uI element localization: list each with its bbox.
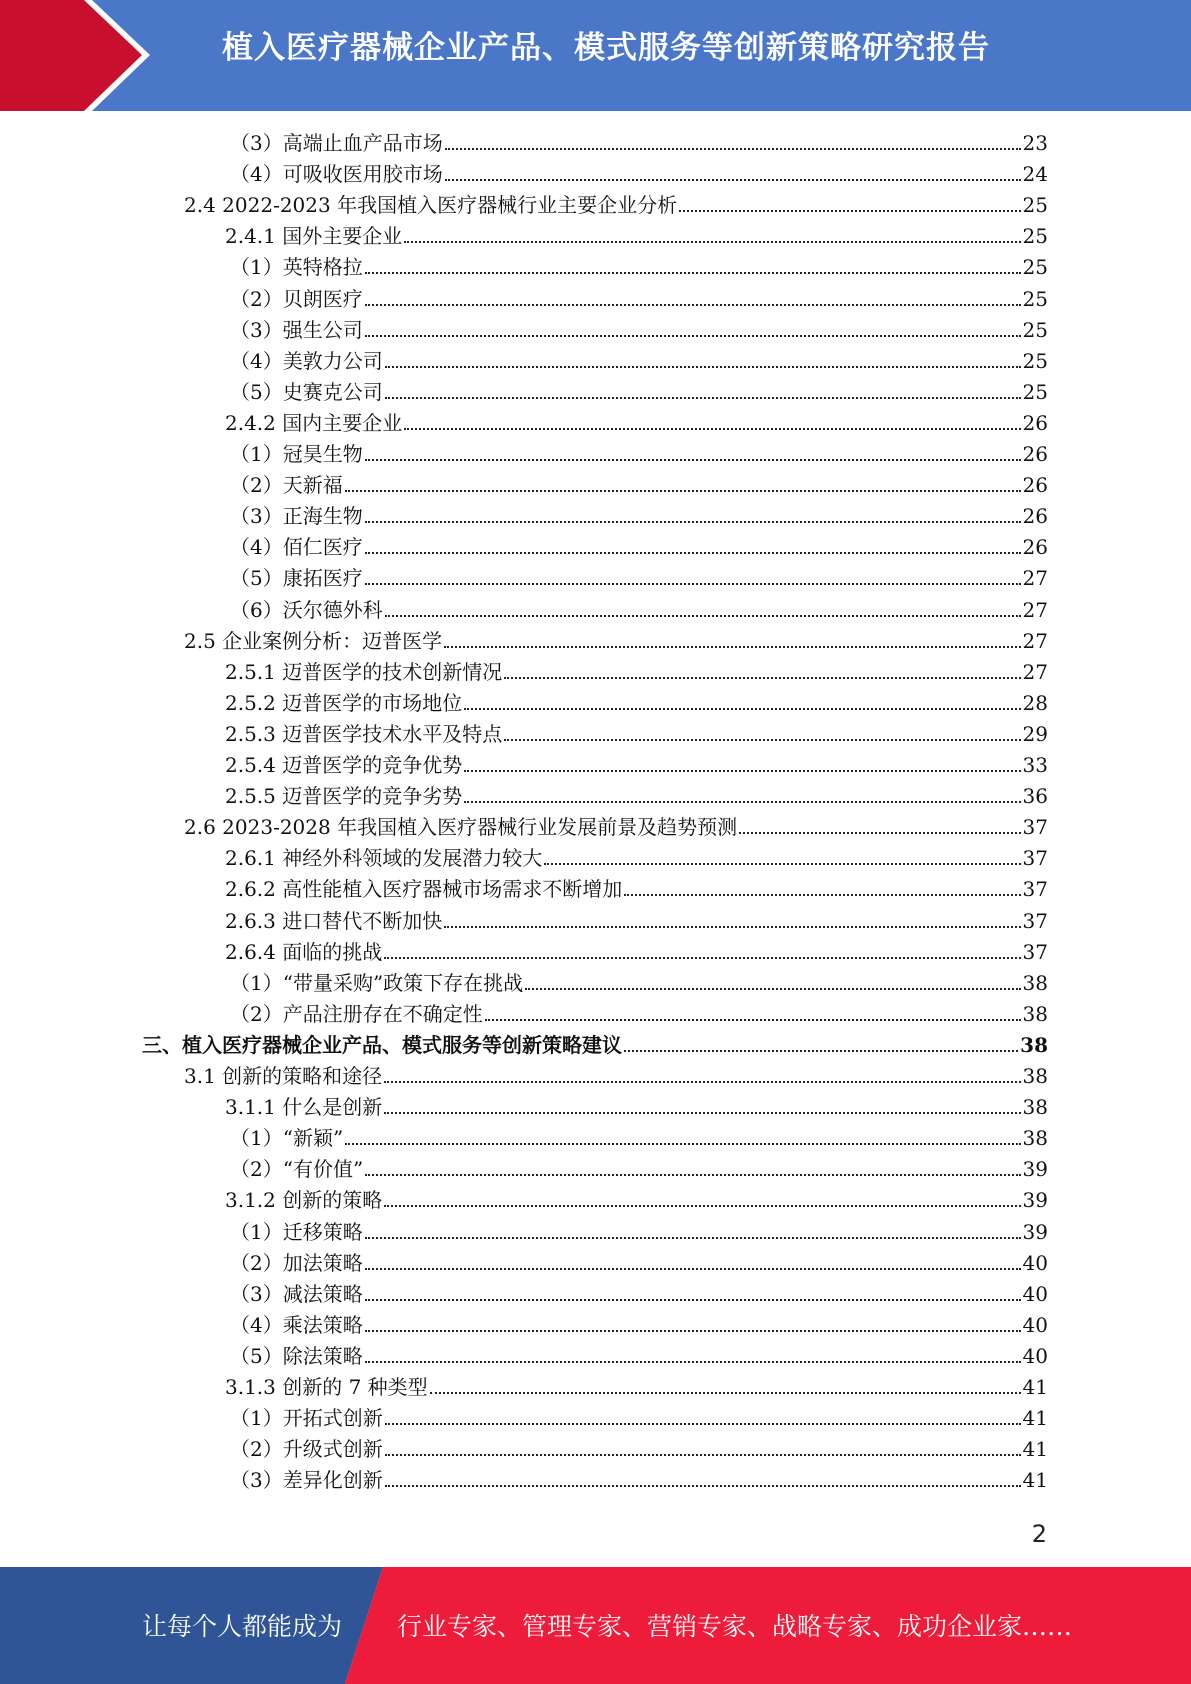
toc-entry[interactable] — [230, 376, 1048, 407]
toc-entry-page: 41 — [1022, 1406, 1048, 1431]
toc-leader-dots — [365, 1330, 1021, 1332]
toc-leader-dots — [384, 957, 1020, 959]
toc-leader-dots — [404, 241, 1020, 243]
toc-entry[interactable] — [230, 594, 1048, 625]
toc-entry-page: 41 — [1022, 1375, 1048, 1399]
toc-entry-label: （2）贝朗医疗 — [230, 286, 363, 311]
toc-leader-dots — [365, 583, 1021, 585]
toc-entry[interactable] — [225, 718, 1048, 749]
toc-leader-dots — [464, 801, 1020, 803]
toc-entry-page: 29 — [1022, 721, 1048, 746]
toc-entry[interactable] — [225, 1184, 1048, 1215]
toc-entry-label: 2.6.1 神经外科领域的发展潜力较大 — [225, 846, 543, 871]
toc-leader-dots — [385, 1454, 1021, 1456]
toc-entry-page: 40 — [1022, 1312, 1048, 1337]
toc-leader-dots — [365, 1268, 1021, 1270]
toc-entry[interactable] — [230, 1122, 1048, 1153]
toc-entry[interactable] — [225, 873, 1048, 904]
toc-entry-page: 27 — [1022, 628, 1048, 653]
toc-entry-label: （1）迁移策略 — [230, 1219, 363, 1244]
toc-leader-dots — [385, 1423, 1021, 1425]
toc-entry[interactable] — [225, 905, 1048, 936]
toc-leader-dots — [464, 708, 1020, 710]
toc-entry-page: 27 — [1022, 597, 1048, 622]
toc-leader-dots — [365, 304, 1021, 306]
toc-entry-label: 3.1.1 什么是创新 — [225, 1095, 383, 1120]
toc-entry-page: 40 — [1022, 1343, 1048, 1368]
toc-entry-page: 33 — [1022, 753, 1048, 777]
toc-leader-dots — [485, 1019, 1021, 1021]
toc-entry[interactable] — [184, 189, 1048, 220]
toc-leader-dots — [385, 366, 1021, 368]
toc-entry[interactable] — [184, 625, 1048, 656]
toc-entry-page: 38 — [1022, 970, 1048, 995]
toc-entry-page: 40 — [1022, 1281, 1048, 1306]
toc-leader-dots — [404, 428, 1020, 430]
toc-entry[interactable] — [230, 500, 1048, 531]
toc-leader-dots — [365, 1361, 1021, 1363]
toc-entry-label: 2.6.4 面临的挑战 — [225, 939, 383, 964]
footer-slogan-right: 行业专家、管理专家、营销专家、战略专家、成功企业家…… — [397, 1612, 1073, 1641]
toc-leader-dots — [365, 1174, 1020, 1176]
toc-entry[interactable] — [230, 251, 1048, 282]
toc-leader-dots — [384, 1081, 1020, 1083]
toc-entry-label: （1）开拓式创新 — [230, 1406, 383, 1431]
toc-entry[interactable] — [225, 220, 1048, 251]
toc-entry-page: 41 — [1022, 1468, 1048, 1493]
toc-entry-label: （5）史赛克公司 — [230, 379, 383, 404]
toc-entry-page: 23 — [1022, 131, 1048, 155]
toc-entry-label: （1）英特格拉 — [230, 255, 363, 280]
toc-entry[interactable] — [230, 967, 1048, 998]
toc-entry[interactable] — [230, 1464, 1048, 1495]
toc-entry-page: 37 — [1022, 815, 1048, 840]
toc-entry-page: 39 — [1022, 1157, 1048, 1182]
toc-entry-page: 27 — [1022, 566, 1048, 591]
toc-entry-page: 25 — [1022, 224, 1048, 249]
toc-leader-dots — [384, 1112, 1020, 1114]
toc-leader-dots — [525, 988, 1020, 990]
toc-entry-label: 3.1 创新的策略和途径 — [184, 1064, 383, 1088]
toc-entry-label: （2）加法策略 — [230, 1250, 363, 1275]
toc-entry-label: （3）减法策略 — [230, 1281, 363, 1306]
toc-entry[interactable] — [230, 314, 1048, 345]
toc-entry-page: 25 — [1022, 348, 1048, 373]
toc-entry[interactable] — [230, 1278, 1048, 1309]
toc-entry[interactable] — [230, 562, 1048, 593]
toc-leader-dots — [624, 1050, 1018, 1052]
toc-entry[interactable] — [225, 842, 1048, 873]
toc-entry-page: 25 — [1022, 379, 1048, 404]
page-footer — [0, 1567, 1191, 1684]
toc-entry-label: 三、植入医疗器械企业产品、模式服务等创新策略建议 — [142, 1032, 622, 1057]
toc-entry-label: （1）冠昊生物 — [230, 442, 363, 466]
toc-entry[interactable] — [230, 1402, 1048, 1433]
toc-entry-label: 2.6 2023-2028 年我国植入医疗器械行业发展前景及趋势预测 — [184, 815, 738, 840]
toc-entry[interactable] — [184, 811, 1048, 842]
toc-entry-label: 2.5.1 迈普医学的技术创新情况 — [225, 659, 503, 684]
toc-entry-label: 2.5.4 迈普医学的竞争优势 — [225, 753, 463, 777]
toc-entry-page: 39 — [1022, 1188, 1048, 1213]
toc-leader-dots — [345, 490, 1021, 492]
toc-entry-page: 38 — [1022, 1095, 1048, 1120]
toc-entry[interactable] — [225, 780, 1048, 811]
toc-entry-page: 26 — [1022, 473, 1048, 498]
toc-entry-page: 28 — [1022, 690, 1048, 715]
toc-entry-label: （4）乘法策略 — [230, 1312, 363, 1337]
toc-leader-dots — [679, 210, 1020, 212]
toc-leader-dots — [365, 459, 1021, 461]
toc-entry-label: （5）康拓医疗 — [230, 566, 363, 591]
toc-leader-dots — [445, 179, 1021, 181]
toc-entry[interactable] — [230, 283, 1048, 314]
toc-entry[interactable] — [142, 1029, 1048, 1060]
toc-entry-label: （2）升级式创新 — [230, 1437, 383, 1462]
toc-leader-dots — [624, 894, 1020, 896]
toc-leader-dots — [385, 615, 1021, 617]
toc-entry-label: （2）天新福 — [230, 473, 343, 498]
toc-entry[interactable] — [225, 407, 1048, 438]
toc-leader-dots — [385, 1485, 1021, 1487]
toc-entry[interactable] — [230, 531, 1048, 562]
toc-entry-label: 2.5.5 迈普医学的竞争劣势 — [225, 784, 463, 809]
toc-entry-label: 2.5.2 迈普医学的市场地位 — [225, 690, 463, 715]
toc-entry[interactable] — [230, 1153, 1048, 1184]
toc-entry-label: （2）产品注册存在不确定性 — [230, 1001, 483, 1026]
toc-entry-page: 38 — [1022, 1001, 1048, 1026]
toc-entry-label: （3）高端止血产品市场 — [230, 131, 443, 155]
toc-entry-label: 2.4 2022-2023 年我国植入医疗器械行业主要企业分析 — [184, 193, 678, 218]
toc-entry-label: （1）“新颖” — [230, 1126, 344, 1151]
page-header — [0, 0, 1191, 111]
toc-entry-label: （3）强生公司 — [230, 317, 363, 342]
toc-leader-dots — [504, 739, 1020, 741]
toc-entry-label: 3.1.3 创新的 7 种类型 — [225, 1375, 428, 1399]
toc-entry[interactable] — [230, 1247, 1048, 1278]
toc-entry-page: 37 — [1022, 877, 1048, 902]
toc-entry-page: 25 — [1022, 286, 1048, 311]
toc-entry-page: 26 — [1022, 504, 1048, 529]
toc-entry[interactable] — [225, 1371, 1048, 1402]
toc-leader-dots — [365, 272, 1021, 274]
toc-leader-dots — [544, 863, 1020, 865]
toc-entry-page: 38 — [1020, 1032, 1048, 1057]
toc-entry-page: 25 — [1022, 193, 1048, 218]
toc-entry-page: 37 — [1022, 939, 1048, 964]
toc-entry-label: （5）除法策略 — [230, 1343, 363, 1368]
toc-leader-dots — [365, 335, 1021, 337]
toc-entry-label: 3.1.2 创新的策略 — [225, 1188, 383, 1213]
toc-entry-label: （4）可吸收医用胶市场 — [230, 162, 443, 187]
toc-entry-page: 38 — [1022, 1064, 1048, 1088]
toc-leader-dots — [445, 148, 1021, 150]
toc-entry-label: 2.4.1 国外主要企业 — [225, 224, 403, 249]
toc-leader-dots — [365, 521, 1021, 523]
toc-entry-label: （3）正海生物 — [230, 504, 363, 529]
toc-entry-page: 41 — [1022, 1437, 1048, 1462]
toc-entry[interactable] — [230, 998, 1048, 1029]
toc-entry-page: 26 — [1022, 535, 1048, 560]
toc-entry[interactable] — [225, 1091, 1048, 1122]
toc-leader-dots — [430, 1392, 1021, 1394]
toc-entry[interactable] — [230, 438, 1048, 469]
toc-entry-page: 37 — [1022, 908, 1048, 933]
toc-entry-page: 39 — [1022, 1219, 1048, 1244]
toc-entry-label: 2.6.2 高性能植入医疗器械市场需求不断增加 — [225, 877, 623, 902]
toc-entry[interactable] — [230, 158, 1048, 189]
toc-leader-dots — [464, 770, 1020, 772]
toc-entry[interactable] — [230, 127, 1048, 158]
toc-entry-page: 26 — [1022, 442, 1048, 466]
toc-leader-dots — [444, 646, 1020, 648]
toc-entry-label: （4）美敦力公司 — [230, 348, 383, 373]
footer-slogan-left: 让每个人都能成为 — [142, 1612, 343, 1641]
toc-leader-dots — [384, 1205, 1020, 1207]
toc-leader-dots — [504, 677, 1020, 679]
toc-leader-dots — [365, 1237, 1021, 1239]
toc-entry[interactable] — [230, 1340, 1048, 1371]
toc-leader-dots — [365, 1299, 1021, 1301]
toc-entry[interactable] — [225, 687, 1048, 718]
toc-entry[interactable] — [230, 1309, 1048, 1340]
toc-entry-page: 37 — [1022, 846, 1048, 871]
toc-entry[interactable] — [230, 345, 1048, 376]
toc-entry-page: 40 — [1022, 1250, 1048, 1275]
toc-entry[interactable] — [230, 1433, 1048, 1464]
toc-entry-page: 38 — [1022, 1126, 1048, 1151]
toc-entry-page: 27 — [1022, 659, 1048, 684]
toc-leader-dots — [365, 552, 1021, 554]
toc-entry[interactable] — [225, 749, 1048, 780]
toc-leader-dots — [345, 1143, 1020, 1145]
toc-entry-page: 36 — [1022, 784, 1048, 809]
toc-entry[interactable] — [184, 1060, 1048, 1091]
toc-entry-label: 2.5 企业案例分析：迈普医学 — [184, 628, 443, 653]
toc-entry-label: 2.5.3 迈普医学技术水平及特点 — [225, 721, 503, 746]
toc-entry-label: （3）差异化创新 — [230, 1468, 383, 1493]
toc-entry-page: 26 — [1022, 410, 1048, 435]
toc-entry[interactable] — [225, 656, 1048, 687]
toc-entry-label: （6）沃尔德外科 — [230, 597, 383, 622]
page-number: 2 — [1031, 1520, 1047, 1548]
toc-entry[interactable] — [230, 469, 1048, 500]
toc-entry-page: 25 — [1022, 255, 1048, 280]
toc-leader-dots — [444, 926, 1020, 928]
toc-entry-label: （2）“有价值” — [230, 1157, 364, 1182]
toc-entry-page: 25 — [1022, 317, 1048, 342]
toc-entry-label: 2.4.2 国内主要企业 — [225, 410, 403, 435]
toc-leader-dots — [739, 832, 1020, 834]
toc-entry[interactable] — [230, 1216, 1048, 1247]
toc-entry-label: （1）“带量采购”政策下存在挑战 — [230, 970, 524, 995]
toc-entry[interactable] — [225, 936, 1048, 967]
toc-entry-label: 2.6.3 进口替代不断加快 — [225, 908, 443, 933]
toc-entry-label: （4）佰仁医疗 — [230, 535, 363, 560]
toc-entry-page: 24 — [1022, 162, 1048, 187]
toc-leader-dots — [385, 397, 1021, 399]
report-title: 植入医疗器械企业产品、模式服务等创新策略研究报告 — [222, 30, 990, 66]
